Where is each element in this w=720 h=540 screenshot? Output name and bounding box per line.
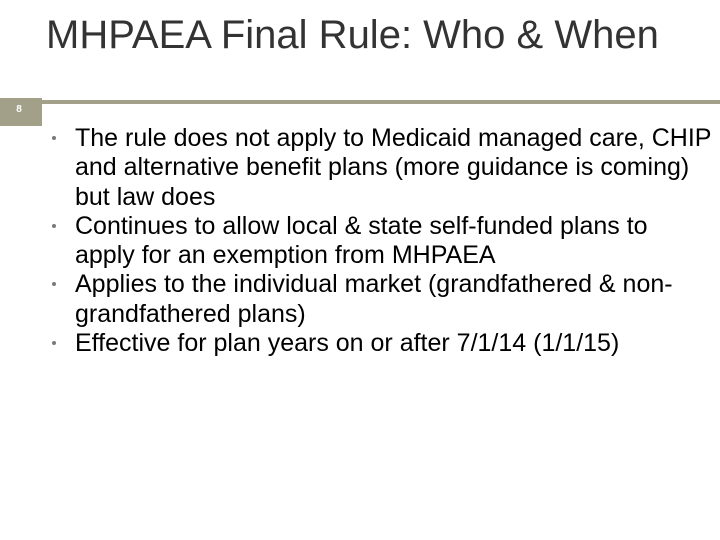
bullet-dot-icon bbox=[52, 224, 56, 228]
bullet-text: Effective for plan years on or after 7/1/14 (1/1/15) bbox=[75, 329, 620, 358]
bullet-dot-icon bbox=[52, 341, 56, 345]
bullet-item bbox=[52, 212, 712, 271]
bullet-item bbox=[52, 124, 712, 212]
title-divider bbox=[42, 100, 720, 104]
bullet-item bbox=[52, 270, 712, 329]
bullet-text: Continues to allow local & state self-funded plans to apply for an exemption from MHPAEA bbox=[75, 211, 648, 270]
slide-number: 8 bbox=[16, 104, 22, 115]
slide-title: MHPAEA Final Rule: Who & When bbox=[46, 13, 659, 57]
bullet-text: Applies to the individual market (grandfathered & non-grandfathered plans) bbox=[75, 270, 673, 328]
bullet-list bbox=[52, 124, 712, 358]
bullet-dot-icon bbox=[52, 282, 56, 286]
bullet-text: The rule does not apply to Medicaid managed care, CHIP and alternative benefit plans (more guidance is coming) but law does bbox=[75, 124, 712, 211]
bullet-dot-icon bbox=[52, 136, 56, 140]
bullet-item bbox=[52, 329, 712, 358]
